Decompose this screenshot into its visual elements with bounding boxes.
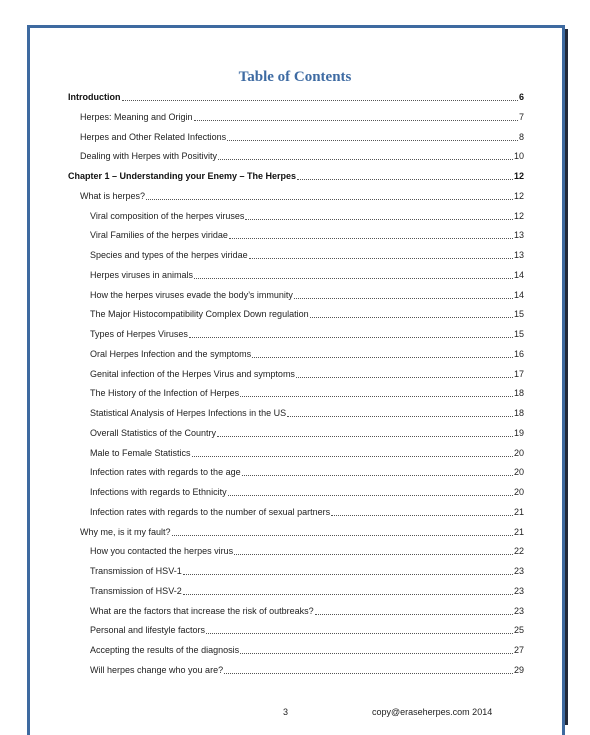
toc-entry[interactable]: [90, 566, 524, 577]
toc-entry-label: Herpes: Meaning and Origin: [80, 111, 193, 122]
toc-dot-leader: [296, 369, 513, 378]
toc-dot-leader: [172, 527, 513, 536]
toc-entry-label: Genital infection of the Herpes Virus and symptoms: [90, 368, 295, 379]
toc-entry-label: Viral composition of the herpes viruses: [90, 210, 245, 221]
toc-dot-leader: [287, 408, 513, 417]
toc-entry-label: Chapter 1 – Understanding your Enemy – The Herpes: [68, 171, 297, 181]
toc-entry-page: 25: [513, 625, 524, 636]
toc-dot-leader: [218, 151, 513, 160]
toc-entry-page: 12: [513, 190, 524, 201]
toc-entry-page: 19: [513, 427, 524, 438]
toc-entry-label: What are the factors that increase the risk of outbreaks?: [90, 605, 314, 616]
toc-entry-label: Infection rates with regards to the age: [90, 467, 241, 478]
toc-entry[interactable]: [90, 586, 524, 597]
toc-dot-leader: [189, 329, 513, 338]
toc-entry-page: 23: [513, 566, 524, 576]
toc-entry-label: Viral Families of the herpes viridae: [90, 230, 228, 241]
toc-entry-label: Accepting the results of the diagnosis: [90, 645, 240, 655]
footer-copyright: copy@eraseherpes.com 2014: [372, 707, 493, 717]
toc-dot-leader: [242, 467, 513, 476]
toc-entry-page: 18: [513, 388, 524, 399]
toc-dot-leader: [228, 487, 513, 496]
toc-entry[interactable]: [80, 112, 524, 123]
toc-entry-label: Personal and lifestyle factors: [90, 625, 206, 636]
toc-dot-leader: [183, 566, 513, 575]
toc-entry[interactable]: [90, 448, 524, 459]
toc-entry[interactable]: [90, 369, 524, 380]
toc-entry-label: The Major Histocompatibility Complex Down regulation: [90, 309, 309, 320]
toc-entry-page: 13: [513, 230, 524, 241]
toc-entry-label: Transmission of HSV-2: [90, 585, 182, 596]
toc-dot-leader: [240, 388, 513, 397]
toc-dot-leader: [217, 428, 513, 437]
toc-dot-leader: [245, 211, 513, 220]
toc-entry[interactable]: [90, 428, 524, 439]
toc-dot-leader: [331, 507, 513, 516]
toc-entry-page: 12: [513, 210, 524, 221]
toc-entry-page: 8: [518, 131, 524, 142]
toc-entry-page: 21: [513, 526, 524, 537]
toc-entry-label: What is herpes?: [80, 190, 146, 201]
toc-entry[interactable]: [68, 92, 524, 103]
toc-entry[interactable]: [90, 349, 524, 360]
toc-dot-leader: [297, 171, 513, 180]
toc-dot-leader: [192, 448, 513, 457]
toc-dot-leader: [310, 309, 513, 318]
toc-dot-leader: [206, 625, 513, 634]
toc-entry-page: 20: [513, 487, 524, 497]
toc-entry[interactable]: [90, 487, 524, 498]
toc-entry[interactable]: [90, 507, 524, 518]
footer-page-number: 3: [283, 707, 289, 717]
toc-dot-leader: [183, 586, 513, 595]
toc-entry[interactable]: [90, 211, 524, 222]
toc-entry[interactable]: [90, 408, 524, 419]
toc-entry[interactable]: [90, 250, 524, 261]
toc-entry[interactable]: [80, 132, 524, 143]
toc-dot-leader: [252, 349, 513, 358]
toc-entry[interactable]: [90, 290, 524, 301]
toc-entry[interactable]: [90, 606, 524, 617]
toc-entry[interactable]: [90, 230, 524, 241]
toc-dot-leader: [194, 270, 513, 279]
toc-entry-page: 27: [513, 645, 524, 655]
toc-entry-page: 15: [513, 329, 524, 339]
toc-entry[interactable]: [80, 191, 524, 202]
toc-entry-label: How you contacted the herpes virus: [90, 546, 234, 557]
toc-dot-leader: [234, 546, 513, 555]
toc-entry-page: 21: [513, 506, 524, 517]
toc-dot-leader: [229, 230, 513, 239]
toc-entry-label: The History of the Infection of Herpes: [90, 388, 240, 399]
toc-dot-leader: [194, 112, 518, 121]
toc-entry-label: Overall Statistics of the Country: [90, 427, 217, 438]
toc-entry-label: Dealing with Herpes with Positivity: [80, 151, 218, 162]
toc-entry-page: 20: [513, 447, 524, 458]
toc-entry-page: 10: [513, 151, 524, 162]
toc-entry[interactable]: [90, 625, 524, 636]
toc-entry-label: Male to Female Statistics: [90, 447, 191, 458]
toc-entry-page: 20: [513, 467, 524, 478]
toc-entry-page: 12: [513, 171, 524, 181]
toc-entry-page: 17: [513, 368, 524, 379]
toc-entry-label: Statistical Analysis of Herpes Infections in the US: [90, 408, 287, 418]
toc-entry[interactable]: [90, 329, 524, 340]
toc-entry[interactable]: [90, 546, 524, 557]
toc-entry-label: Will herpes change who you are?: [90, 664, 224, 675]
toc-entry-label: Transmission of HSV-1: [90, 566, 182, 576]
toc-entry[interactable]: [90, 665, 524, 676]
toc-entry-label: How the herpes viruses evade the body’s immunity: [90, 289, 293, 300]
toc-entry[interactable]: [68, 171, 524, 182]
toc-entry-page: 14: [513, 269, 524, 280]
toc-entry[interactable]: [80, 151, 524, 162]
toc-entry-label: Introduction: [68, 92, 121, 102]
toc-entry-label: Herpes viruses in animals: [90, 269, 194, 280]
toc-entry-page: 16: [513, 348, 524, 359]
toc-entry-label: Types of Herpes Viruses: [90, 329, 188, 339]
toc-entry[interactable]: [90, 388, 524, 399]
toc-dot-leader: [224, 665, 513, 674]
toc-entry-label: Herpes and Other Related Infections: [80, 131, 227, 142]
toc-entry-label: Infections with regards to Ethnicity: [90, 487, 227, 497]
toc-entry[interactable]: [90, 467, 524, 478]
toc-entry-page: 18: [513, 408, 524, 418]
toc-entry-page: 6: [518, 92, 524, 102]
toc-entry-label: Infection rates with regards to the number of sexual partners: [90, 506, 331, 517]
toc-entry-page: 23: [513, 585, 524, 596]
toc-entry-page: 7: [518, 111, 524, 122]
toc-entry-page: 29: [513, 664, 524, 675]
toc-dot-leader: [146, 191, 513, 200]
toc-entry-label: Oral Herpes Infection and the symptoms: [90, 348, 252, 359]
toc-entry-page: 14: [513, 289, 524, 300]
toc-entry[interactable]: [90, 645, 524, 656]
toc-entry-page: 23: [513, 605, 524, 616]
toc-entry-label: Why me, is it my fault?: [80, 526, 171, 537]
toc-entry[interactable]: [90, 270, 524, 281]
toc-entry-page: 15: [513, 309, 524, 320]
toc-dot-leader: [249, 250, 513, 259]
toc-dot-leader: [294, 290, 513, 299]
toc-dot-leader: [240, 645, 513, 654]
toc-entry-page: 22: [513, 546, 524, 557]
toc-entry[interactable]: [90, 309, 524, 320]
toc-dot-leader: [122, 92, 518, 101]
toc-entry-page: 13: [513, 250, 524, 260]
toc-entry[interactable]: [80, 527, 524, 538]
toc-entry-label: Species and types of the herpes viridae: [90, 250, 248, 260]
toc-dot-leader: [315, 606, 513, 615]
page-title: Table of Contents: [238, 69, 352, 85]
toc-dot-leader: [227, 132, 518, 141]
